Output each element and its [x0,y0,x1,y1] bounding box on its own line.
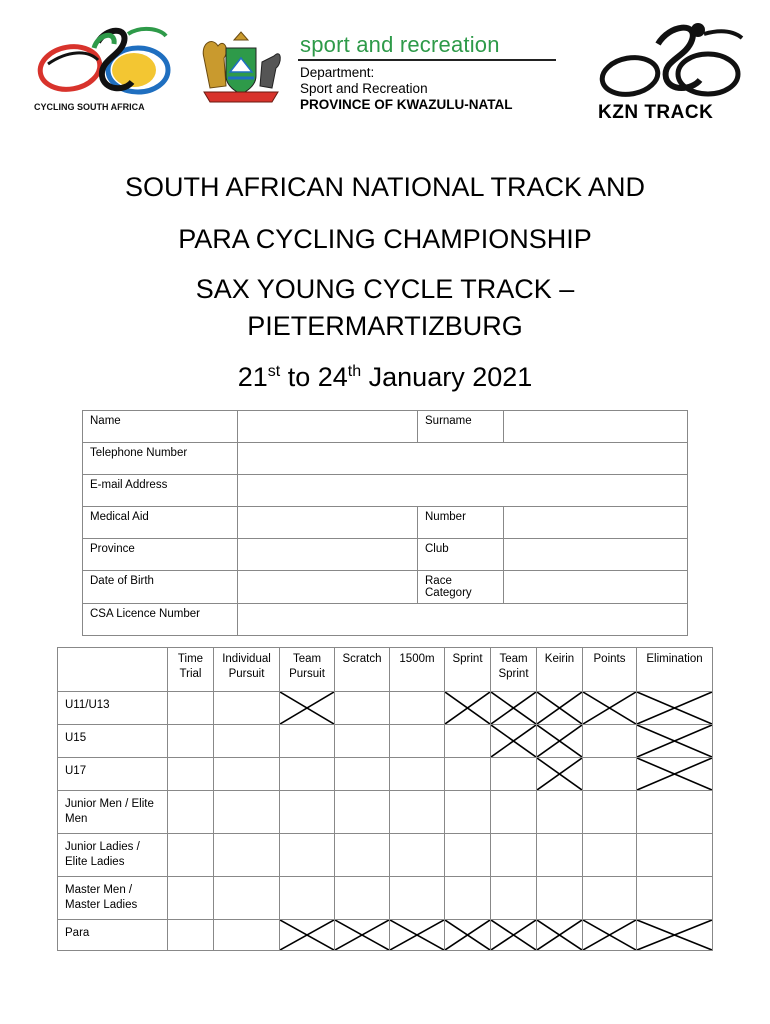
event-entry-cell[interactable] [168,725,214,758]
event-entry-cell[interactable] [491,758,537,791]
event-entry-cell[interactable] [390,692,445,725]
unavailable-cell [491,920,537,951]
event-entry-cell[interactable] [583,758,637,791]
event-entry-cell[interactable] [637,791,713,834]
event-entry-cell[interactable] [445,758,491,791]
unavailable-cell [537,920,583,951]
province-label: Province [83,539,238,571]
cross-mark-icon [583,920,636,950]
category-row [58,692,713,725]
event-entry-cell[interactable] [214,725,280,758]
cross-mark-icon [637,725,712,757]
cross-mark-icon [637,758,712,790]
event-entry-cell[interactable] [214,920,280,951]
event-entry-cell[interactable] [537,877,583,920]
telephone-field[interactable] [238,443,688,475]
event-entry-cell[interactable] [335,725,390,758]
events-corner-cell [58,648,168,692]
kwazulu-natal-crest [190,28,290,110]
unavailable-cell [390,920,445,951]
number-label: Number [418,507,504,539]
event-entry-cell[interactable] [168,791,214,834]
event-header: Individual Pursuit [214,648,280,692]
unavailable-cell [637,920,713,951]
cross-mark-icon [445,920,490,950]
event-entry-cell[interactable] [583,791,637,834]
surname-field[interactable] [504,411,688,443]
event-header: 1500m [390,648,445,692]
cross-mark-icon [491,692,536,724]
event-entry-cell[interactable] [445,791,491,834]
unavailable-cell [445,692,491,725]
event-entry-cell[interactable] [335,758,390,791]
event-entry-cell[interactable] [214,758,280,791]
event-entry-cell[interactable] [583,877,637,920]
event-header: Elimination [637,648,713,692]
event-header: Team Sprint [491,648,537,692]
department-header [298,28,568,118]
event-header: Sprint [445,648,491,692]
event-entry-cell[interactable] [445,725,491,758]
event-entry-cell[interactable] [214,834,280,877]
name-field[interactable] [238,411,418,443]
cross-mark-icon [583,692,636,724]
race-category-field[interactable] [504,571,688,604]
club-label: Club [418,539,504,571]
event-entry-cell[interactable] [214,877,280,920]
unavailable-cell [637,725,713,758]
category-label: Para [58,920,168,951]
dept-title: sport and recreation [300,32,500,57]
dept-line-2: Sport and Recreation [300,81,428,96]
cross-mark-icon [491,920,536,950]
event-entry-cell[interactable] [335,877,390,920]
event-entry-cell[interactable] [168,877,214,920]
event-entry-cell[interactable] [445,834,491,877]
event-entry-cell[interactable] [537,791,583,834]
title-line-4: PIETERMARTIZBURG [247,311,523,341]
medical-aid-label: Medical Aid [83,507,238,539]
unavailable-cell [491,692,537,725]
kzn-logo-text: KZN TRACK [598,102,714,123]
licence-field[interactable] [238,604,688,636]
event-entry-cell[interactable] [280,877,335,920]
unavailable-cell [537,725,583,758]
cycling-south-africa-logo [28,20,178,115]
dept-line-3: PROVINCE OF KWAZULU-NATAL [300,97,513,112]
cross-mark-icon [537,692,582,724]
events-table [57,647,713,951]
csa-logo-text: CYCLING SOUTH AFRICA [34,102,145,112]
event-entry-cell[interactable] [335,791,390,834]
category-label: Junior Men / Elite Men [58,791,168,834]
category-row [58,791,713,834]
category-label: U17 [58,758,168,791]
licence-label: CSA Licence Number [83,604,238,636]
category-label: Master Men / Master Ladies [58,877,168,920]
cross-mark-icon [280,692,334,724]
event-entry-cell[interactable] [280,758,335,791]
date-sup2: th [347,363,362,380]
event-entry-cell[interactable] [491,877,537,920]
cross-mark-icon [537,725,582,757]
name-label: Name [83,411,238,443]
category-label: U15 [58,725,168,758]
unavailable-cell [637,692,713,725]
event-entry-cell[interactable] [491,791,537,834]
event-entry-cell[interactable] [637,877,713,920]
cross-mark-icon [390,920,444,950]
event-header: Points [583,648,637,692]
date-sup1: st [267,363,281,380]
cross-mark-icon [280,920,334,950]
event-entry-cell[interactable] [637,834,713,877]
category-row [58,834,713,877]
category-label: U11/U13 [58,692,168,725]
event-entry-cell[interactable] [168,758,214,791]
unavailable-cell [491,725,537,758]
cross-mark-icon [491,725,536,757]
event-header: Team Pursuit [280,648,335,692]
club-field[interactable] [504,539,688,571]
title-line-3: SAX YOUNG CYCLE TRACK – [195,274,575,304]
kzn-track-logo [592,18,750,126]
dob-field[interactable] [238,571,418,604]
dept-divider [298,59,556,61]
event-entry-cell[interactable] [390,834,445,877]
registration-form [82,410,688,636]
unavailable-cell [537,758,583,791]
event-entry-cell[interactable] [390,758,445,791]
email-label: E-mail Address [83,475,238,507]
category-row [58,758,713,791]
unavailable-cell [280,692,335,725]
cross-mark-icon [637,920,712,950]
unavailable-cell [637,758,713,791]
medical-aid-field[interactable] [238,507,418,539]
title-line-1: SOUTH AFRICAN NATIONAL TRACK AND [124,172,646,202]
event-entry-cell[interactable] [168,834,214,877]
event-entry-cell[interactable] [335,834,390,877]
event-entry-cell[interactable] [214,791,280,834]
date-to: to 24 [280,362,348,392]
event-entry-cell[interactable] [491,834,537,877]
cross-mark-icon [335,920,389,950]
race-category-label: Race Category [418,571,504,604]
cross-mark-icon [637,692,712,724]
event-entry-cell[interactable] [280,791,335,834]
unavailable-cell [583,692,637,725]
category-label: Junior Ladies / Elite Ladies [58,834,168,877]
event-dates [0,362,770,393]
event-entry-cell[interactable] [390,725,445,758]
event-header: Scratch [335,648,390,692]
cross-mark-icon [537,920,582,950]
event-entry-cell[interactable] [168,920,214,951]
category-row [58,725,713,758]
category-row [58,920,713,951]
surname-label: Surname [418,411,504,443]
event-entry-cell[interactable] [390,877,445,920]
telephone-label: Telephone Number [83,443,238,475]
event-entry-cell[interactable] [583,725,637,758]
event-entry-cell[interactable] [537,834,583,877]
unavailable-cell [537,692,583,725]
dept-line-1: Department: [300,65,375,80]
category-row [58,877,713,920]
dob-label: Date of Birth [83,571,238,604]
province-field[interactable] [238,539,418,571]
event-header: Time Trial [168,648,214,692]
number-field[interactable] [504,507,688,539]
cross-mark-icon [537,758,582,790]
email-field[interactable] [238,475,688,507]
unavailable-cell [280,920,335,951]
title-line-2: PARA CYCLING CHAMPIONSHIP [178,224,592,254]
unavailable-cell [583,920,637,951]
event-entry-cell[interactable] [280,725,335,758]
cross-mark-icon [445,692,490,724]
unavailable-cell [335,920,390,951]
date-rest: January 2021 [361,362,533,392]
event-entry-cell[interactable] [335,692,390,725]
event-entry-cell[interactable] [280,834,335,877]
event-header: Keirin [537,648,583,692]
event-entry-cell[interactable] [445,877,491,920]
event-entry-cell[interactable] [168,692,214,725]
event-entry-cell[interactable] [583,834,637,877]
unavailable-cell [445,920,491,951]
event-entry-cell[interactable] [214,692,280,725]
date-day1: 21 [237,362,268,392]
event-entry-cell[interactable] [390,791,445,834]
